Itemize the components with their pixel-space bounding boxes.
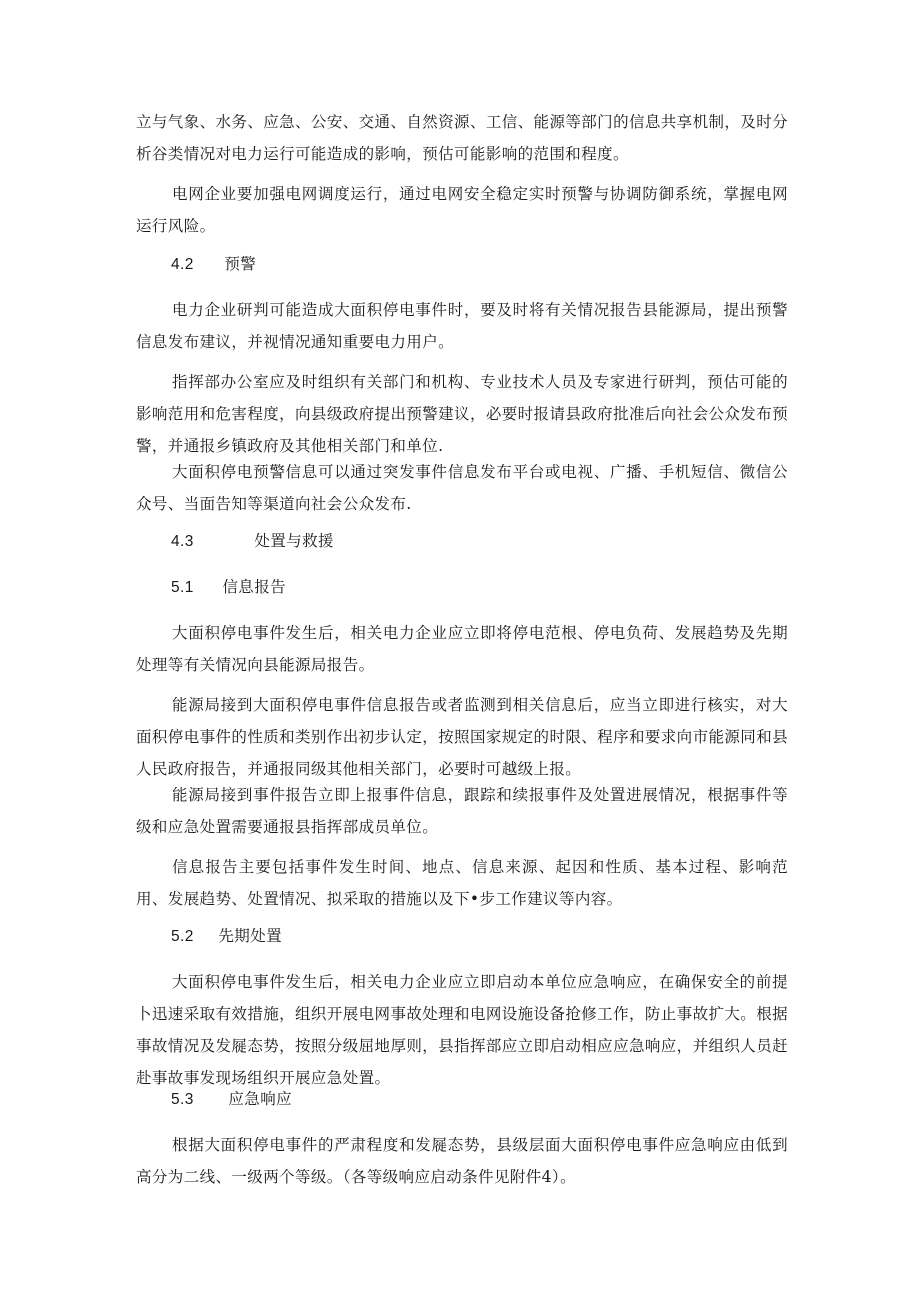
section-title: 预警	[224, 255, 257, 273]
section-title: 先期处置	[218, 927, 283, 945]
section-number: 5.3	[171, 1091, 194, 1108]
paragraph-warning-report: 电力企业研判可能造成大面积停电事件时，要及时将有关情况报告县能源局，提出预警信息发布建议，并视情况通知重要电力用户。	[136, 301, 788, 351]
section-heading-4-3	[171, 527, 334, 556]
paragraph-warning-channels: 大面积停电预警信息可以通过突发事件信息发布平台或电视、广播、手机短信、微信公众号、当面告知等渠道向社会公众发布.	[136, 463, 788, 513]
section-heading-4-2	[171, 250, 256, 279]
section-number: 4.3	[171, 533, 194, 550]
paragraph-follow-up-report: 能源局接到事件报告立即上报事件信息，跟踪和续报事件及处置进展情况，根据事件等级和应急处置需要通报县指挥部成员单位。	[136, 786, 788, 836]
paragraph-energy-bureau-verify: 能源局接到大面积停电事件信息报告或者监测到相关信息后，应当立即进行核实，对大面积停电事件的性质和类别作出初步认定，按照国家规定的时限、程序和要求向市能源同和县人民政府报告，并通报同级其他相关部门，必要时可越级上报。	[136, 696, 788, 778]
section-number: 5.1	[171, 579, 194, 596]
paragraph-command-office: 指挥部办公室应及时组织有关部门和机构、专业技术人员及专家进行研判，预估可能的影响范用和危害程度，向县级政府提出预警建议，必要时报请县政府批准后向社会公众发布预警，并通报乡镇政府及其他相关部门和单位.	[136, 373, 788, 455]
paragraph-info-sharing: 立与气象、水务、应急、公安、交通、自然资源、工信、能源等部门的信息共享机制，及时分析谷类情况对电力运行可能造成的影响，预估可能影响的范围和程度。	[136, 113, 788, 163]
paragraph-report-contents: 信息报告主要包括事件发生时间、地点、信息来源、起因和性质、基本过程、影响范用、发展趋势、处置情况、拟采取的措施以及下•步工作建议等内容。	[136, 858, 788, 908]
section-number: 4.2	[171, 256, 194, 273]
section-number: 5.2	[171, 928, 194, 945]
paragraph-outage-report: 大面积停电事件发生后，相关电力企业应立即将停电范根、停电负荷、发展趋势及先期处理等有关情况向县能源局报告。	[136, 624, 788, 674]
section-title: 处置与救援	[254, 532, 334, 550]
section-title: 应急响应	[228, 1090, 293, 1108]
paragraph-initial-response: 大面积停电事件发生后，相关电力企业应立即启动本单位应急响应，在确保安全的前提卜迅速采取有效措施，组织开展电网事故处理和电网设施设备抢修工作，防止事故扩大。根据事故情况及发屣态势，按照分级屈地厚则，县指挥部应立即启动相应应急响应，并组织人员赶赴事故事发现场组织开展应急处置。	[136, 973, 788, 1087]
section-heading-5-3	[171, 1085, 292, 1114]
section-heading-5-1	[171, 573, 286, 602]
paragraph-grid-dispatch: 电网企业要加强电网调度运行，通过电网安全稳定实时预警与协调防御系统，掌握电网运行风险。	[136, 185, 788, 235]
paragraph-response-levels: 根据大面积停电事件的严肃程度和发屣态势，县级层面大面积停电事件应急响应由低到高分为二线、一级两个等级。（各等级响应启动条件见附件4）。	[136, 1136, 788, 1186]
section-heading-5-2	[171, 922, 282, 951]
section-title: 信息报告	[222, 578, 287, 596]
